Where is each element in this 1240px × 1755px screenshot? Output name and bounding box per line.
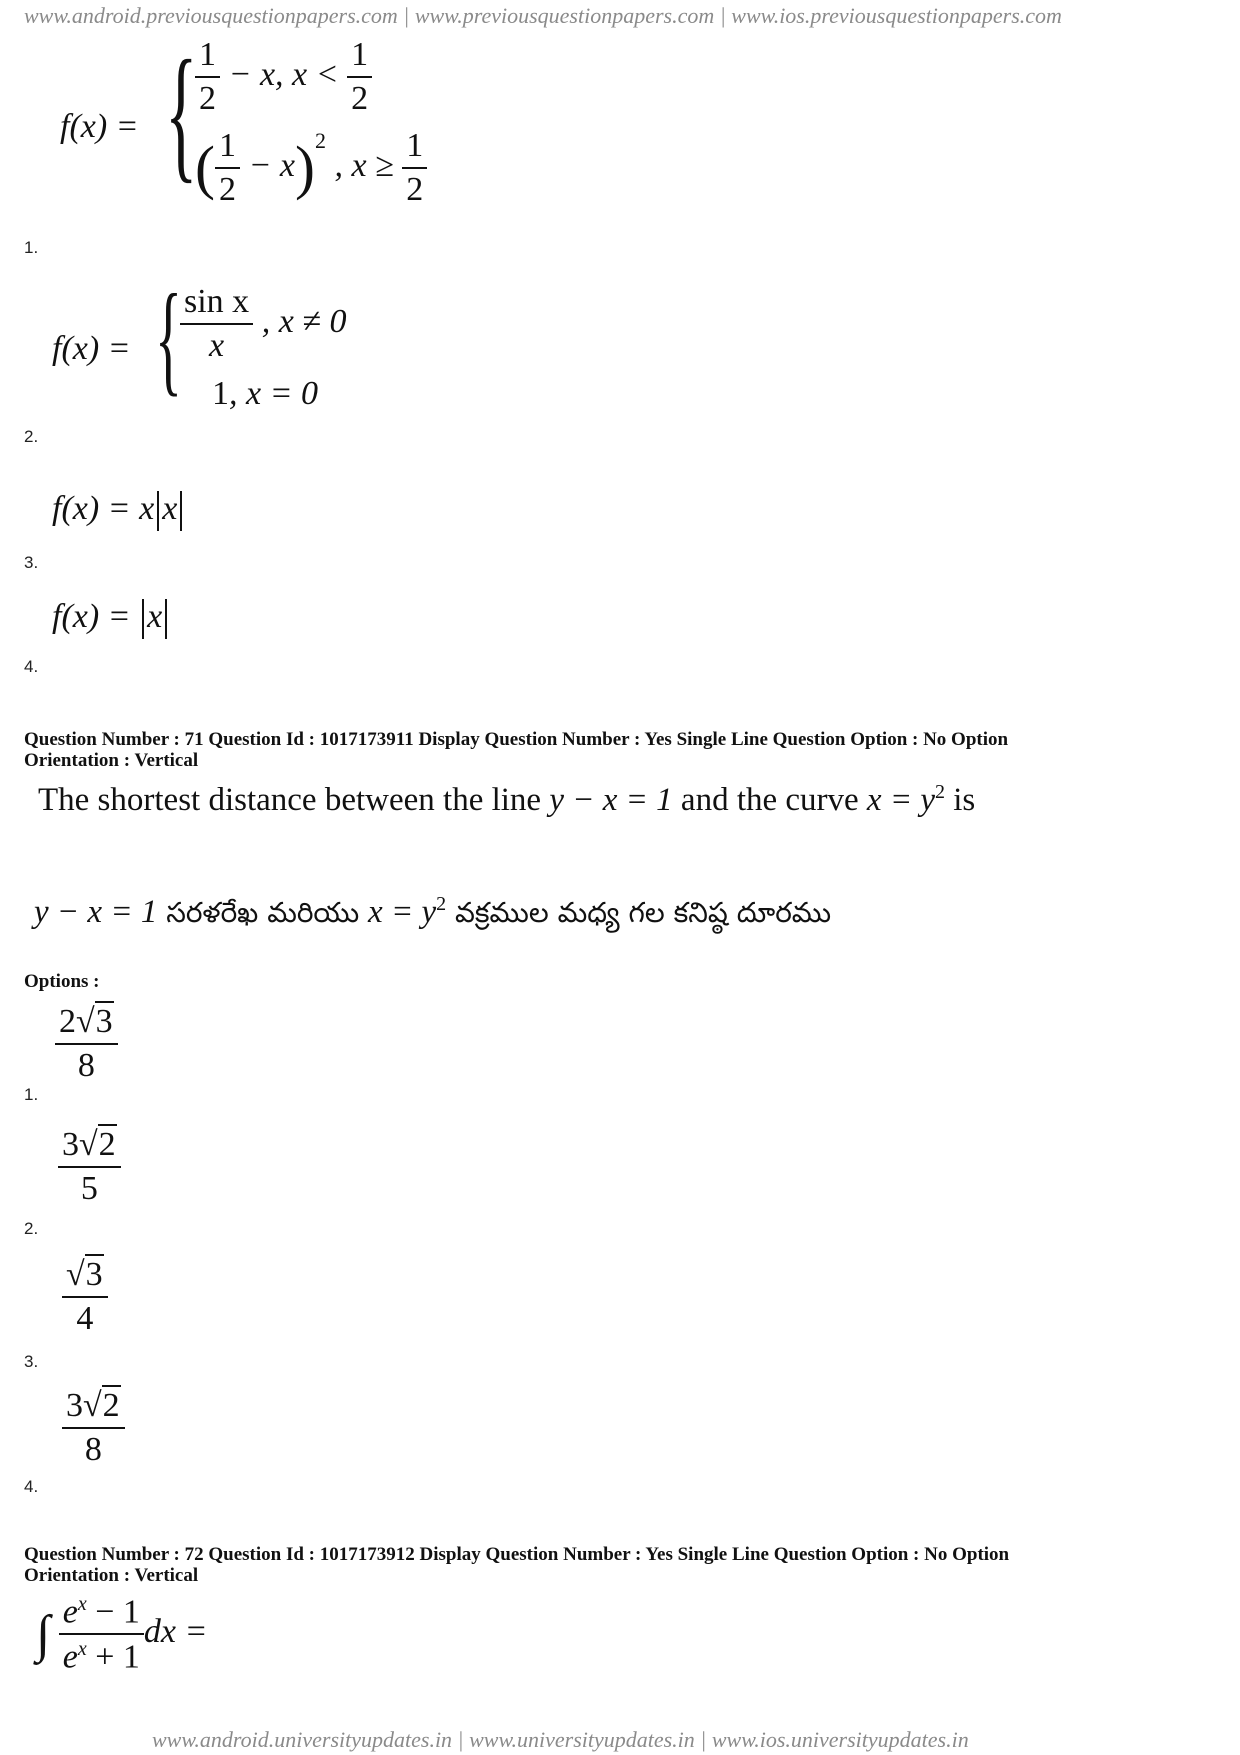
question-72-meta: Question Number : 72 Question Id : 1017173912 Display Question Number : Yes Single Line Question Option : No Option Orientation : Vertical (24, 1544, 1010, 1586)
case-2: 1, x = 0 (212, 375, 319, 412)
q71-option-4[interactable]: $\frac{3√2}{8}$ (62, 1389, 125, 1467)
q71-option-number: 3. (24, 1352, 39, 1371)
question-71-text-telugu: y − x = 1 సరళరేఖ మరియు $x = y^2$ వక్రముల మధ్య గల కనిష్ఠ దూరము (34, 893, 832, 930)
question-71-text-english: The shortest distance between the line y − x = 1 and the curve $x = y^2$ is (38, 781, 976, 818)
prev-option-number: 2. (24, 427, 39, 446)
prev-option-number: 3. (24, 553, 39, 572)
case-1: $\frac{\text{sin x}}{x}$ , x ≠ 0 (180, 285, 346, 363)
watermark-top: www.android.previousquestionpapers.com | www.previousquestionpapers.com | www.ios.previousquestionpapers.com (24, 3, 1062, 28)
question-71-meta: Question Number : 71 Question Id : 1017173911 Display Question Number : Yes Single Line Question Option : No Option Orientation : Vertical (24, 729, 1009, 771)
watermark-bottom: www.android.universityupdates.in | www.universityupdates.in | www.ios.universityupdates.in (152, 1727, 969, 1752)
question-72-integral: ∫ $\frac{e^x - 1}{e^x + 1}$ dx = (36, 1593, 208, 1676)
prev-option-number: 1. (24, 238, 39, 257)
left-brace: { (165, 30, 198, 196)
q71-option-3[interactable]: $\frac{√3}{4}$ (62, 1258, 108, 1336)
fx-label: f(x) = (52, 330, 131, 367)
fx-label: f(x) = (60, 108, 139, 145)
case-2: ( $\frac{1}{2}$ − x)$^2$ , x ≥ $\frac{1}{2}$ (195, 128, 427, 207)
prev-option-number: 4. (24, 657, 39, 676)
q71-option-number: 2. (24, 1219, 39, 1238)
left-brace: { (155, 270, 182, 408)
case-1: $\frac{1}{2}$ − x, x < $\frac{1}{2}$ (195, 38, 372, 116)
prev-option-3-formula: f(x) = x x (52, 490, 185, 531)
q71-option-number: 4. (24, 1477, 39, 1496)
q71-option-2[interactable]: $\frac{3√2}{5}$ (58, 1128, 121, 1206)
prev-option-4-formula: f(x) = x (52, 598, 170, 639)
q71-option-1[interactable]: $\frac{2√3}{8}$ (55, 1005, 118, 1083)
options-label: Options : (24, 971, 100, 992)
q71-option-number: 1. (24, 1085, 39, 1104)
